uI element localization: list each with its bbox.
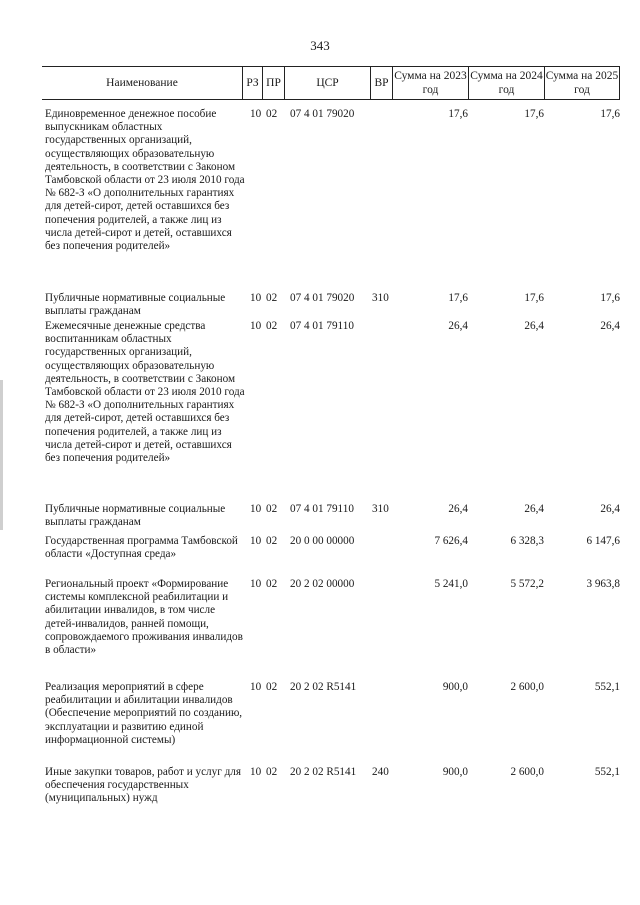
row-rz: 10 — [250, 320, 262, 332]
row-pr: 02 — [266, 503, 278, 515]
row-csr: 20 2 02 R5141 — [290, 681, 357, 693]
row-sum-2024: 2 600,0 — [510, 766, 544, 778]
row-sum-2023: 5 241,0 — [434, 578, 468, 590]
row-sum-2024: 17,6 — [524, 108, 544, 120]
row-pr: 02 — [266, 320, 278, 332]
row-csr: 20 2 02 00000 — [290, 578, 355, 590]
row-sum-2024: 6 328,3 — [510, 535, 544, 547]
row-rz: 10 — [250, 578, 262, 590]
row-pr: 02 — [266, 681, 278, 693]
row-pr: 02 — [266, 292, 278, 304]
header-sum-2024: Сумма на 2024 год — [468, 67, 544, 99]
row-sum-2025: 17,6 — [600, 108, 620, 120]
row-csr: 07 4 01 79020 — [290, 292, 355, 304]
row-sum-2023: 26,4 — [448, 503, 468, 515]
row-vr: 240 — [372, 766, 389, 778]
row-sum-2023: 900,0 — [442, 766, 468, 778]
row-rz: 10 — [250, 681, 262, 693]
scan-edge-mark — [0, 380, 3, 530]
row-sum-2025: 552,1 — [594, 681, 620, 693]
header-vr: ВР — [370, 67, 392, 99]
table-header — [42, 66, 620, 100]
row-rz: 10 — [250, 503, 262, 515]
row-pr: 02 — [266, 535, 278, 547]
row-csr: 20 2 02 R5141 — [290, 766, 357, 778]
header-sum-2025: Сумма на 2025 год — [544, 67, 620, 99]
row-sum-2024: 17,6 — [524, 292, 544, 304]
row-sum-2025: 26,4 — [600, 320, 620, 332]
header-name: Наименование — [106, 77, 178, 89]
page-number: 343 — [310, 38, 330, 53]
row-vr: 310 — [372, 292, 389, 304]
row-sum-2025: 6 147,6 — [586, 535, 620, 547]
row-name: Ежемесячные денежные средства воспитанникам областных государственных организаций, осуществляющих образовательную деятельность, в соответствии с Законом Тамбовской области от 23 июля 2010 года № 682-З «О дополнительных гарантиях для детей-сирот, детей оставшихся без попечения родителей, а также лиц из числа детей-сирот и детей, оставшихся без попечения родителей» — [45, 320, 245, 465]
header-csr: ЦСР — [284, 67, 370, 99]
row-sum-2024: 2 600,0 — [510, 681, 544, 693]
row-csr: 07 4 01 79110 — [290, 503, 354, 515]
row-csr: 20 0 00 00000 — [290, 535, 355, 547]
row-sum-2025: 552,1 — [594, 766, 620, 778]
row-name: Публичные нормативные социальные выплаты гражданам — [45, 292, 226, 318]
row-sum-2023: 17,6 — [448, 292, 468, 304]
row-name: Иные закупки товаров, работ и услуг для обеспечения государственных (муниципальных) нужд — [45, 766, 242, 805]
row-pr: 02 — [266, 578, 278, 590]
row-sum-2025: 3 963,8 — [586, 578, 620, 590]
row-name: Единовременное денежное пособие выпускникам областных государственных организаций, осуществляющих образовательную деятельность, в соответствии с Законом Тамбовской области от 23 июля 2010 года № 682-З «О дополнительных гарантиях для детей-сирот, детей оставшихся без попечения родителей, а также лиц из числа детей-сирот и детей, оставшихся без попечения родителей» — [45, 108, 245, 253]
header-sum-2023: Сумма на 2023 год — [392, 67, 468, 99]
row-sum-2025: 26,4 — [600, 503, 620, 515]
row-pr: 02 — [266, 108, 278, 120]
row-rz: 10 — [250, 292, 262, 304]
header-pr: ПР — [262, 67, 284, 99]
row-rz: 10 — [250, 108, 262, 120]
row-name: Публичные нормативные социальные выплаты гражданам — [45, 503, 226, 529]
row-sum-2024: 26,4 — [524, 320, 544, 332]
row-name: Государственная программа Тамбовской области «Доступная среда» — [45, 535, 238, 561]
row-sum-2023: 900,0 — [442, 681, 468, 693]
row-csr: 07 4 01 79110 — [290, 320, 354, 332]
row-sum-2024: 5 572,2 — [510, 578, 544, 590]
row-sum-2023: 7 626,4 — [434, 535, 468, 547]
row-vr: 310 — [372, 503, 389, 515]
row-csr: 07 4 01 79020 — [290, 108, 355, 120]
row-sum-2025: 17,6 — [600, 292, 620, 304]
row-sum-2024: 26,4 — [524, 503, 544, 515]
row-sum-2023: 17,6 — [448, 108, 468, 120]
row-name: Региональный проект «Формирование системы комплексной реабилитации и абилитации инвалидов, в том числе детей-инвалидов, ранней помощи, сопровождаемого проживания инвалидов в области» — [45, 578, 243, 657]
header-rz: РЗ — [242, 67, 262, 99]
row-name: Реализация мероприятий в сфере реабилитации и абилитации инвалидов (Обеспечение мероприятий по созданию, эксплуатации и развитию единой информационной системы) — [45, 681, 243, 746]
row-pr: 02 — [266, 766, 278, 778]
row-rz: 10 — [250, 535, 262, 547]
row-sum-2023: 26,4 — [448, 320, 468, 332]
row-rz: 10 — [250, 766, 262, 778]
